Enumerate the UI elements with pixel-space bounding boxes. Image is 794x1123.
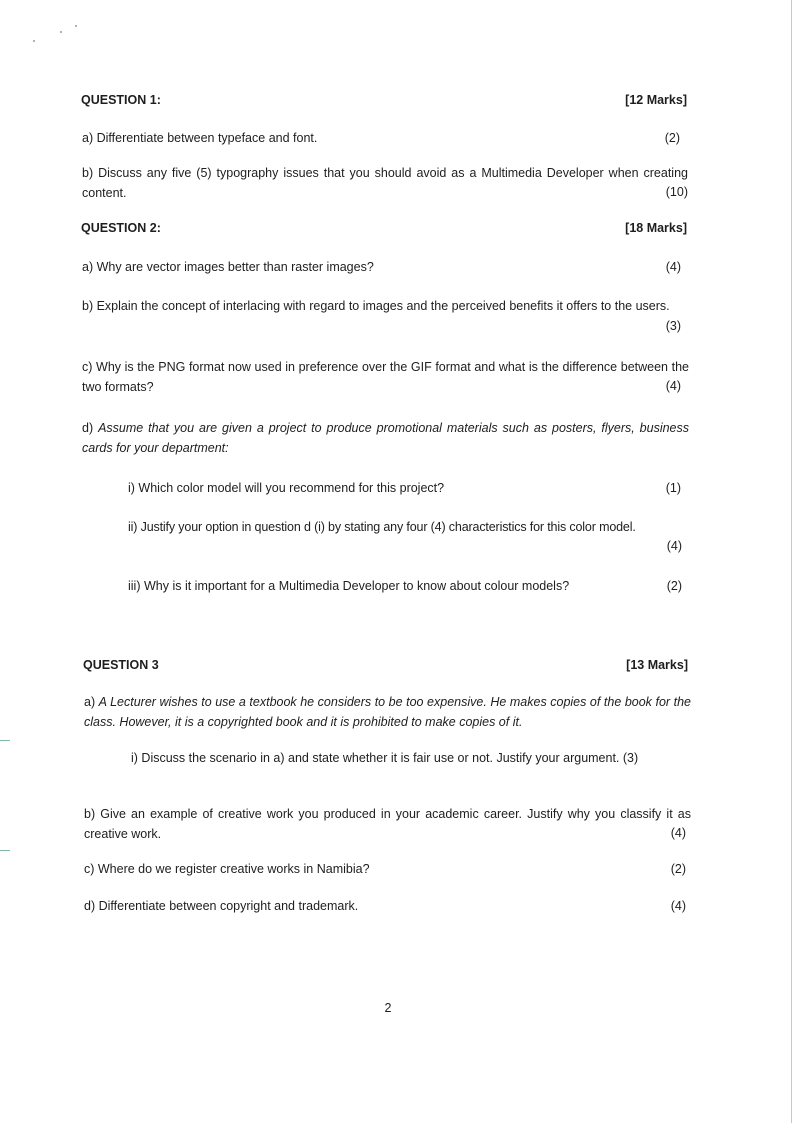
question-3-heading-row [83,658,688,672]
question-2-heading-row [81,221,687,235]
q2-d-prefix: d) [82,421,99,435]
q2-c-text: c) Why is the PNG format now used in preference over the GIF format and what is the difference between the two formats? [82,360,689,394]
q3-a-i [131,749,691,768]
q2-d-iii-text: iii) Why is it important for a Multimedia Developer to know about colour models? [128,579,570,593]
q1-part-a [82,129,680,148]
scan-speck [75,25,77,27]
question-1-title: QUESTION 1: [81,93,161,107]
q2-d-i-text: i) Which color model will you recommend for this project? [128,481,445,495]
q2-part-c [82,358,689,397]
q2-d-i [128,479,681,498]
q3-part-a [84,693,691,732]
q1-a-marks: (2) [664,131,680,145]
question-2-title: QUESTION 2: [81,221,161,235]
q1-b-marks: (10) [665,185,688,199]
q1-a-text: a) Differentiate between typeface and font. [82,131,318,145]
q1-part-b [82,164,688,203]
q2-d-iii [128,577,682,596]
q2-b-text: b) Explain the concept of interlacing with regard to images and the perceived benefits it offers to the users. [82,299,670,313]
q2-d-ii-text: ii) Justify your option in question d (i) by stating any four (4) characteristics for this color model. [128,520,636,534]
scan-edge-line [791,0,792,1123]
q2-d-i-marks: (1) [665,481,681,495]
q3-a-i-text: i) Discuss the scenario in a) and state whether it is fair use or not. Justify your argument. (3) [131,751,639,765]
question-1-heading-row [81,93,687,107]
q3-c-text: c) Where do we register creative works in Namibia? [84,862,370,876]
margin-mark [0,740,10,741]
question-1-marks: [12 Marks] [625,93,687,107]
q3-b-text: b) Give an example of creative work you produced in your academic career. Justify why you classify it as creative work. [84,807,691,841]
q2-part-d [82,419,689,458]
q3-b-marks: (4) [670,826,686,840]
q3-a-prefix: a) [84,695,99,709]
q2-a-text: a) Why are vector images better than raster images? [82,260,374,274]
q2-c-marks: (4) [665,379,681,393]
q2-d-iii-marks: (2) [666,579,682,593]
margin-mark [0,850,10,851]
q2-part-a [82,258,681,277]
q2-d-text: Assume that you are given a project to produce promotional materials such as posters, flyers, business cards for your department: [82,421,690,455]
question-3-marks: [13 Marks] [626,658,688,672]
q3-a-text: A Lecturer wishes to use a textbook he considers to be too expensive. He makes copies of the book for the class. However, it is a copyrighted book and it is prohibited to make copies of it. [84,695,691,729]
q2-a-marks: (4) [665,260,681,274]
q3-part-c [84,860,686,879]
q3-d-marks: (4) [670,899,686,913]
question-3-title: QUESTION 3 [83,658,159,672]
q2-b-marks: (3) [665,319,681,333]
q3-d-text: d) Differentiate between copyright and trademark. [84,899,359,913]
q3-part-d [84,897,686,916]
scan-speck [60,31,62,33]
q1-b-text: b) Discuss any five (5) typography issues that you should avoid as a Multimedia Developer when creating content. [82,166,688,200]
q2-d-ii [128,518,695,538]
q3-c-marks: (2) [670,862,686,876]
question-2-marks: [18 Marks] [625,221,687,235]
q2-d-ii-marks: (4) [666,539,682,553]
q2-part-b [82,297,689,317]
page-number: 2 [384,1001,392,1015]
scan-speck [33,40,35,42]
